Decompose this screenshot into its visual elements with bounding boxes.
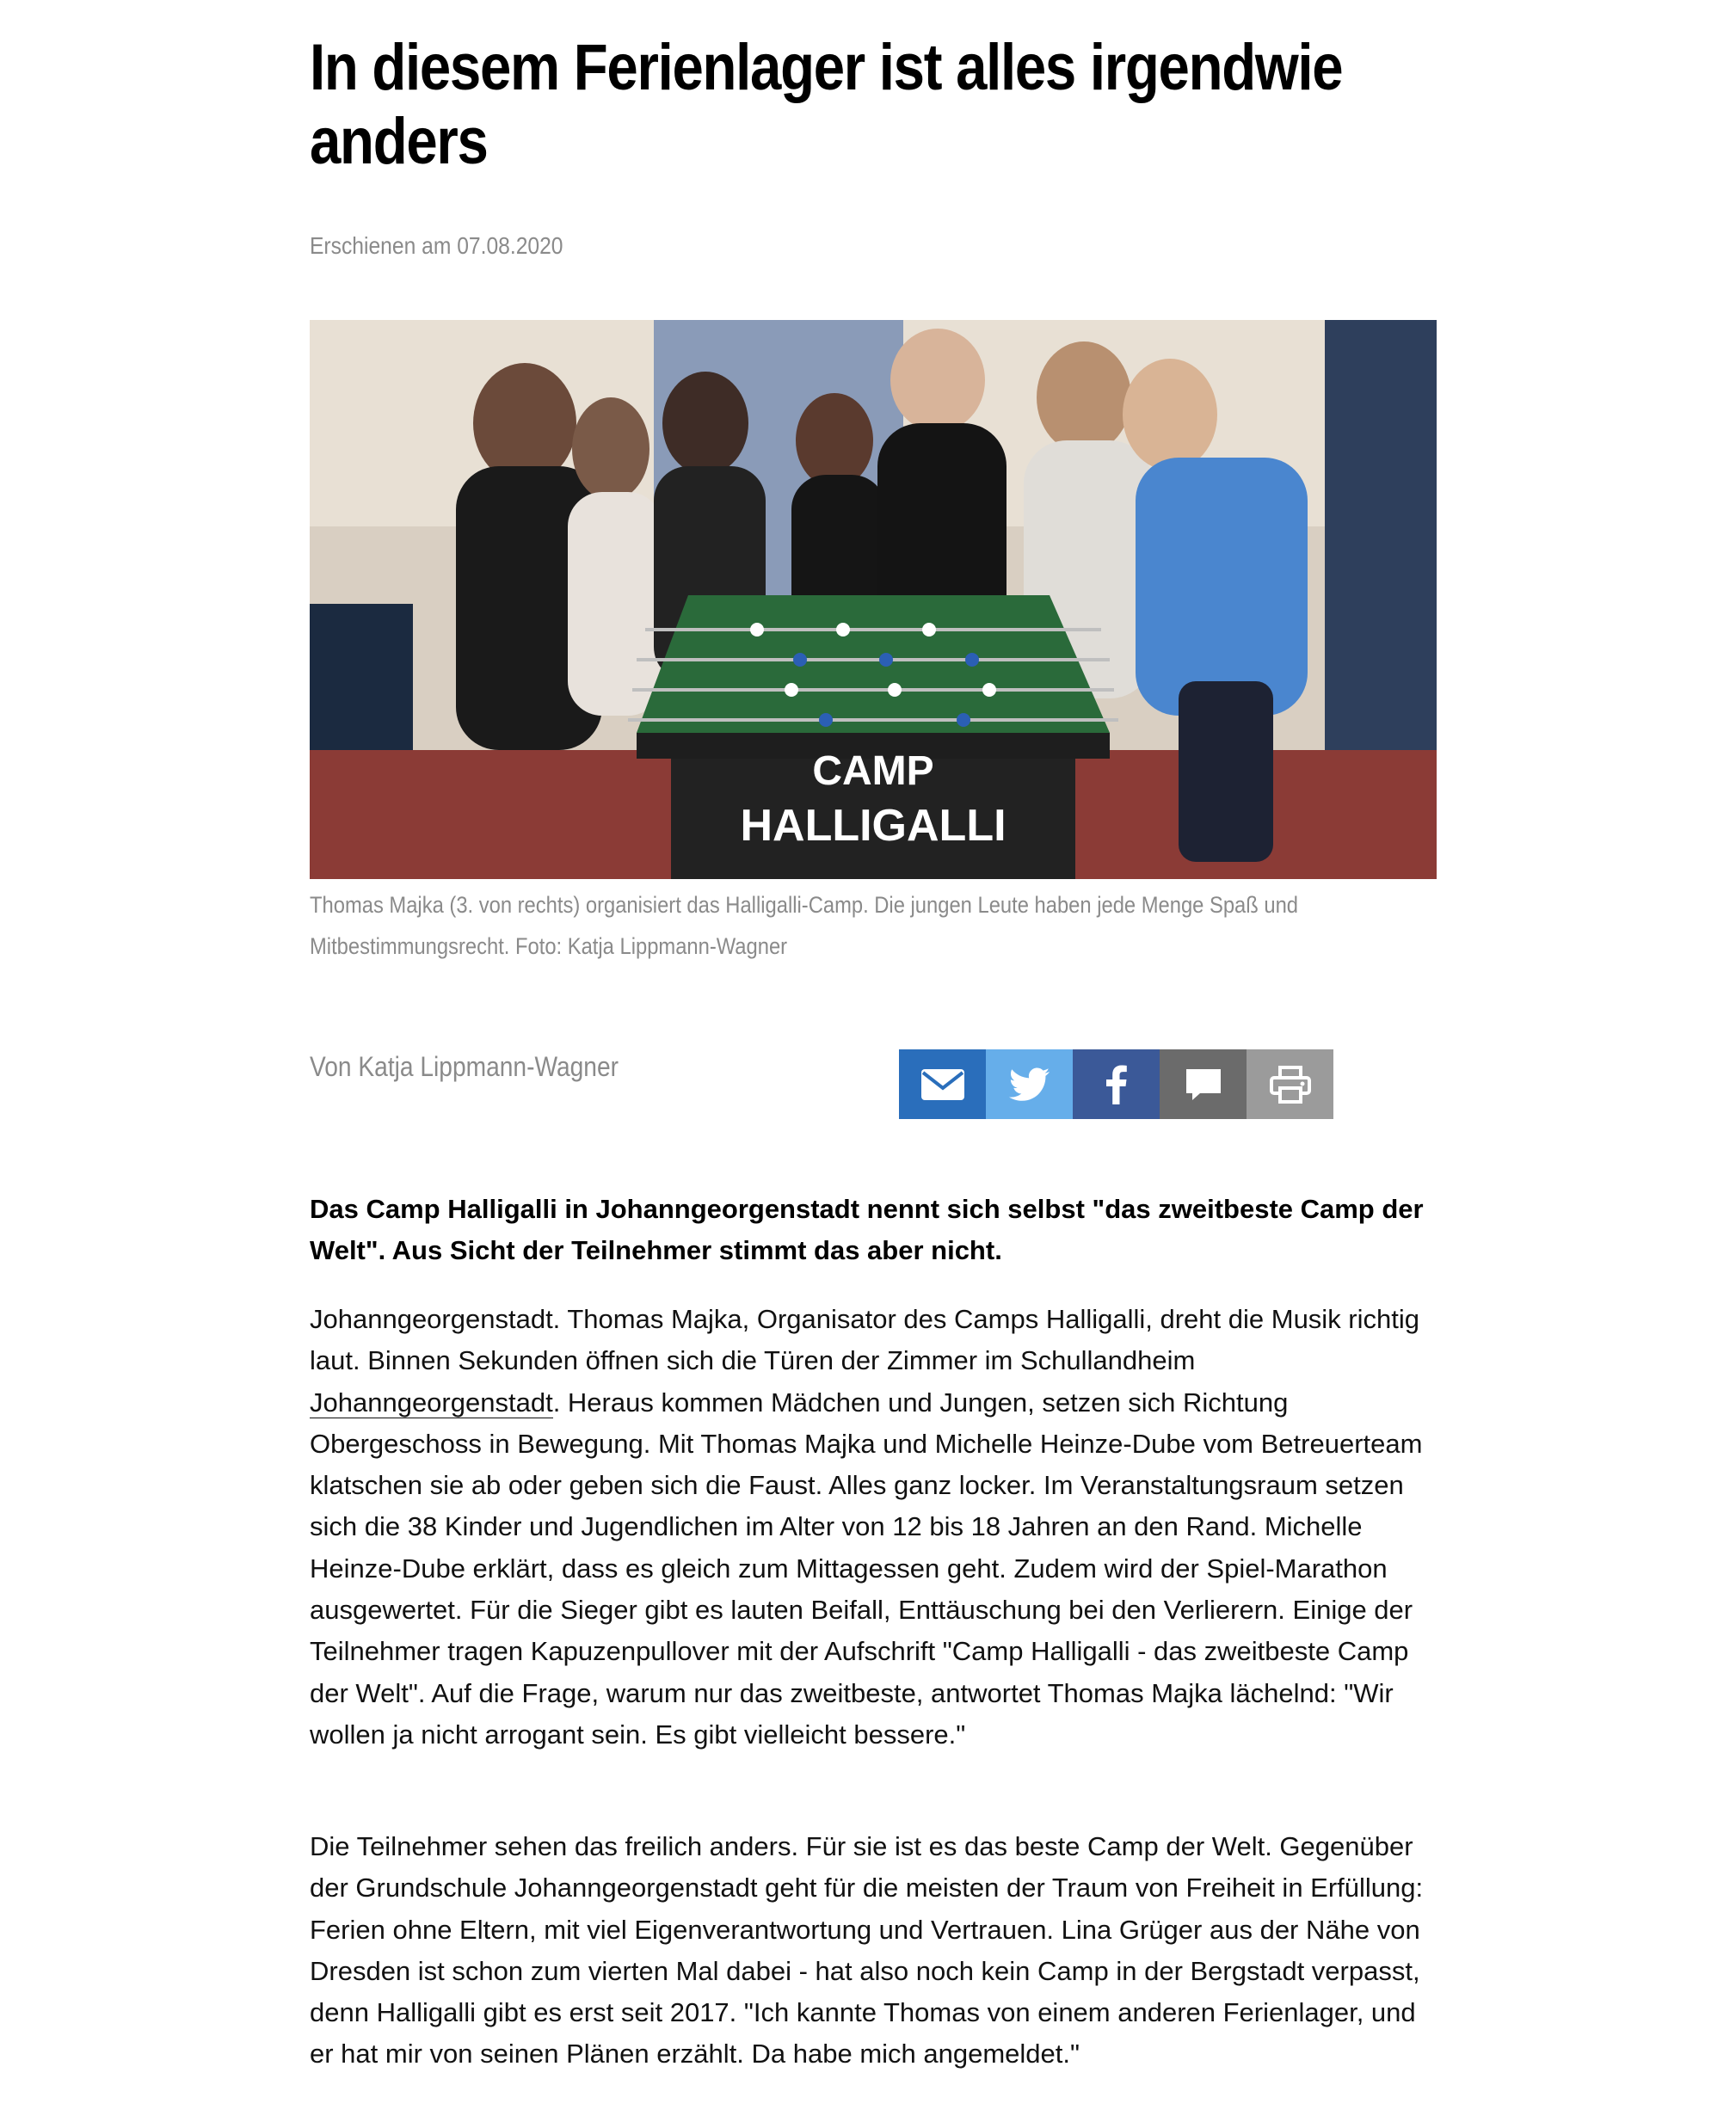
foosball-photo-illustration <box>310 320 1437 879</box>
printer-icon <box>1270 1066 1311 1104</box>
share-facebook-button[interactable] <box>1073 1049 1160 1119</box>
share-twitter-button[interactable] <box>986 1049 1073 1119</box>
headline: In diesem Ferienlager ist alles irgendwie anders <box>310 31 1343 178</box>
paragraph-1-text-end: . Heraus kommen Mädchen und Jungen, setzen sich Richtung Obergeschoss in Bewegung. Mit Thomas Majka und Michelle Heinze-Dube vom Betreuerteam klatschen sie ab oder geben sich die Faust. Alles ganz locker. Im Veranstaltungsraum setzen sich die 38 Kinder und Jugendlichen im Alter von 12 bis 18 Jahren an den Rand. Michelle Heinze-Dube erklärt, dass es gleich zum Mittagessen geht. Zudem wird der Spiel-Marathon ausgewertet. Für die Sieger gibt es lauten Beifall, Enttäuschung bei den Verlierern. Einige der Teilnehmer tragen Kapuzenpullover mit der Aufschrift "Camp Halligalli - das zweitbeste Camp der Welt". Auf die Frage, warum nur das zweitbeste, antwortet Thomas Majka lächelnd: "Wir wollen ja nicht arrogant sein. Es gibt vielleicht bessere." <box>310 1387 1423 1750</box>
article-paragraph-2: Die Teilnehmer sehen das freilich anders. Für sie ist es das beste Camp der Welt. Gegenüber der Grundschule Johanngeorgenstadt geht für die meisten der Traum von Freiheit in Erfüllung: Ferien ohne Eltern, mit viel Eigenverantwortung und Vertrauen. Lina Grüger aus der Nähe von Dresden ist schon zum vierten Mal dabei - hat also noch kein Camp in der Bergstadt verpasst, denn Halligalli gibt es erst seit 2017. "Ich kannte Thomas von einem anderen Ferienlager, und er hat mir von seinen Plänen erzählt. Da habe mich angemeldet." <box>310 1831 1424 2070</box>
share-email-button[interactable] <box>899 1049 986 1119</box>
twitter-bird-icon <box>1009 1067 1050 1102</box>
article <box>310 0 1437 2070</box>
comment-icon <box>1185 1067 1222 1102</box>
comment-button[interactable] <box>1160 1049 1247 1119</box>
article-photo[interactable] <box>310 320 1437 879</box>
share-bar <box>899 1049 1333 1119</box>
print-button[interactable] <box>1247 1049 1333 1119</box>
publish-date: Erschienen am 07.08.2020 <box>310 232 563 259</box>
facebook-f-icon <box>1106 1065 1127 1104</box>
author-byline: Von Katja Lippmann-Wagner <box>310 1051 619 1082</box>
envelope-icon <box>920 1068 965 1101</box>
article-paragraph-1 <box>310 1299 1437 1756</box>
article-lead: Das Camp Halligalli in Johanngeorgenstadt nennt sich selbst "das zweitbeste Camp der Welt". Aus Sicht der Teilnehmer stimmt das aber nicht. <box>310 1194 1424 1265</box>
photo-caption: Thomas Majka (3. von rechts) organisiert das Halligalli-Camp. Die jungen Leute haben jede Menge Spaß und Mitbestimmungsrecht. Foto: Katja Lippmann-Wagner <box>310 892 1299 959</box>
link-johanngeorgenstadt[interactable]: Johanngeorgenstadt <box>310 1387 553 1418</box>
paragraph-1-text-start: Johanngeorgenstadt. Thomas Majka, Organisator des Camps Halligalli, dreht die Musik richtig laut. Binnen Sekunden öffnen sich die Türen der Zimmer im Schullandheim <box>310 1304 1419 1376</box>
table-text-halligalli: HALLIGALLI <box>740 801 1007 851</box>
table-text-camp: CAMP <box>812 748 934 794</box>
